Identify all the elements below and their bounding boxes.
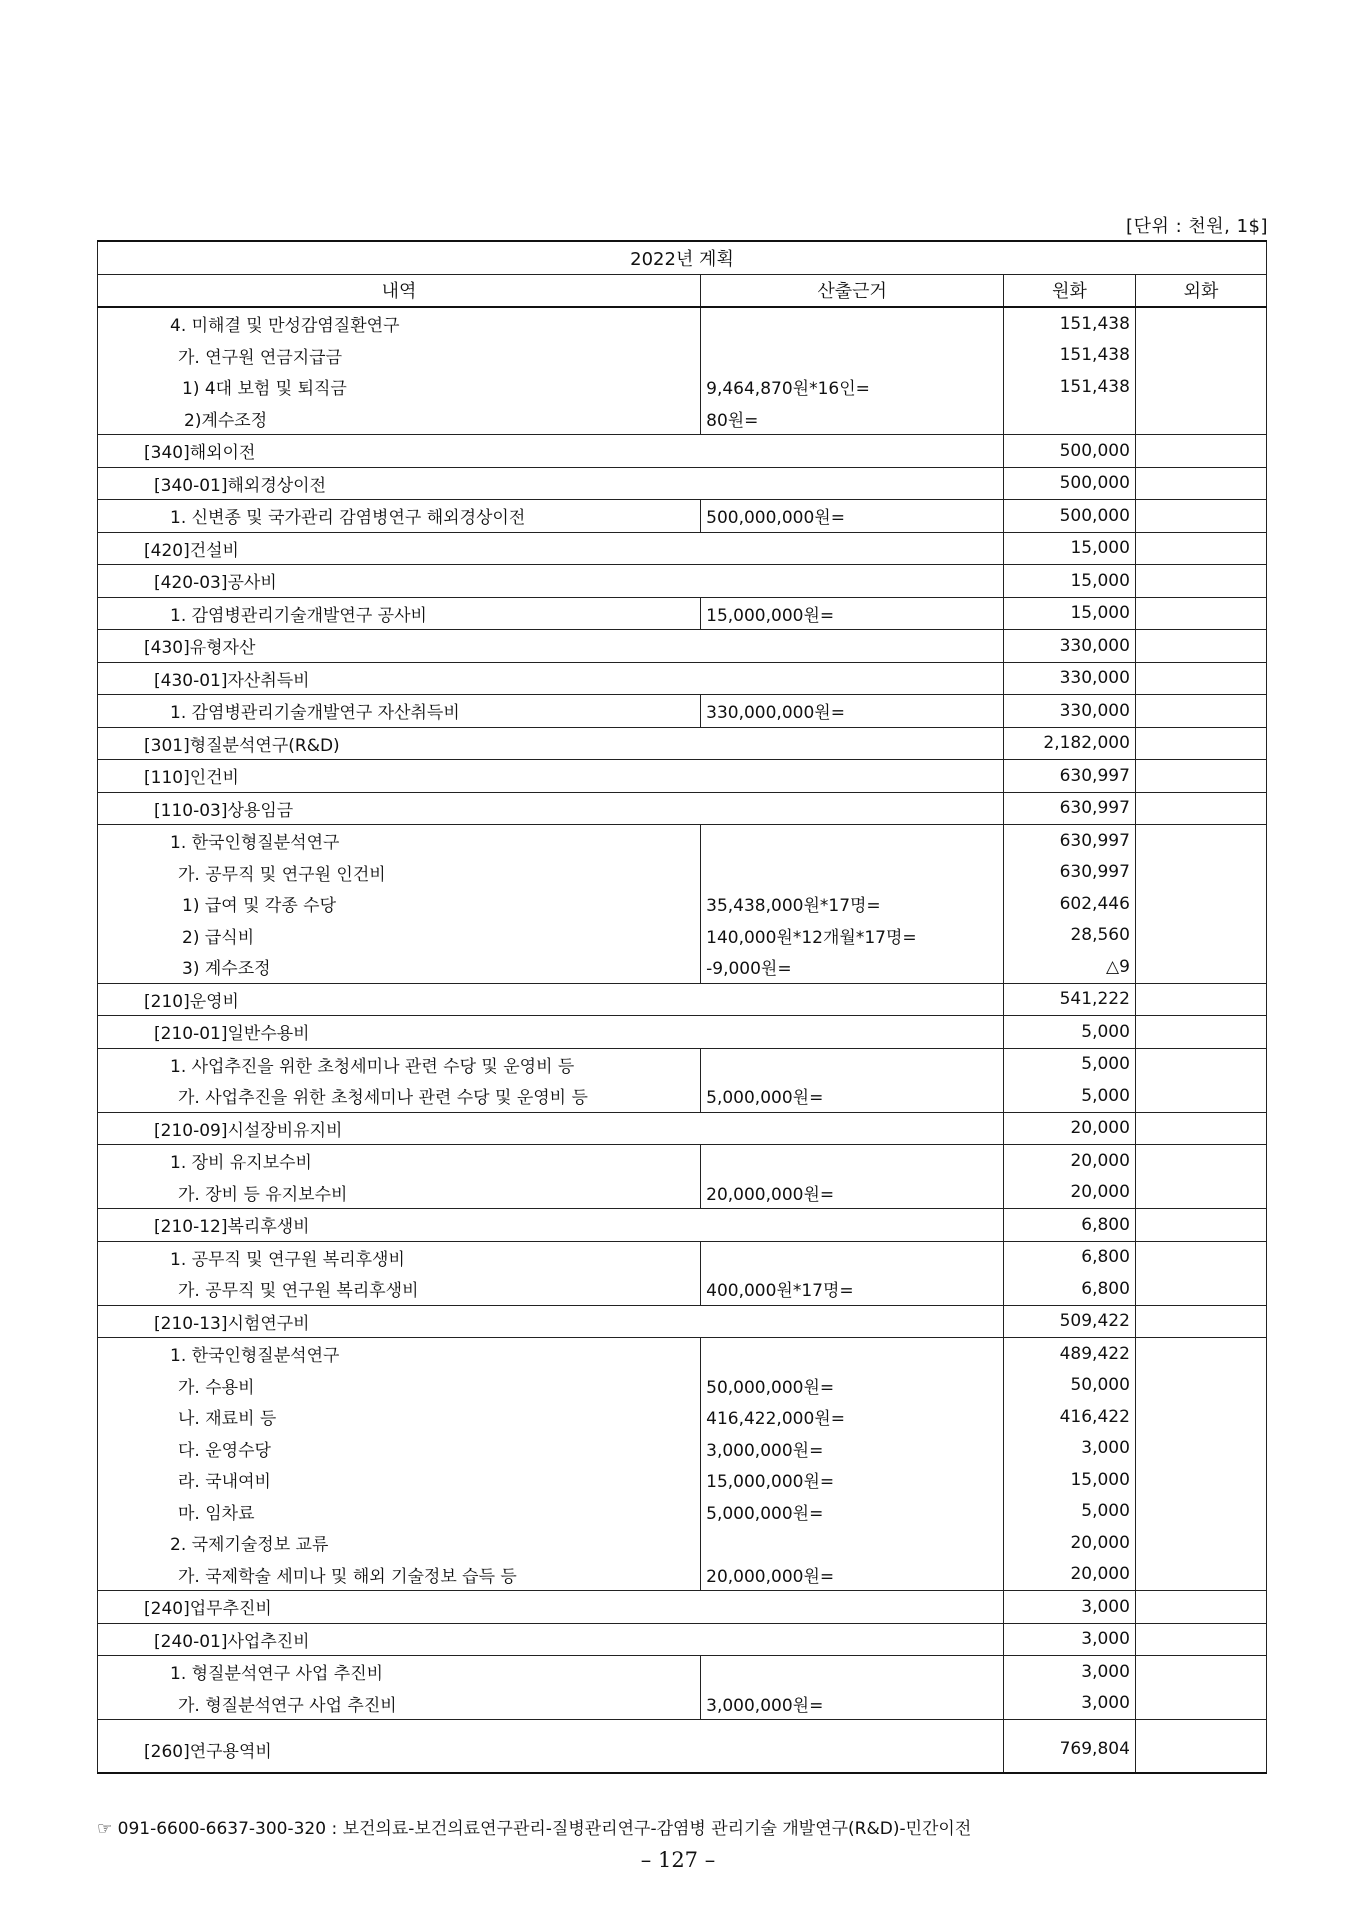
header-fx: 외화 [1135,274,1266,307]
row-fx [1135,371,1266,403]
row-won: 330,000 [1004,662,1136,695]
footnote: ☞ 091-6600-6637-300-320 : 보건의료-보건의료연구관리-질병관리연구-감염병 관리기술 개발연구(R&D)-민간이전 [97,1819,972,1839]
row-won: 5,000 [1004,1080,1136,1112]
unit-note: [단위 : 천원, 1$] [1126,216,1268,237]
table-row [98,1370,1267,1402]
page-number: – 127 – [640,1848,716,1872]
row-won: 416,422 [1004,1401,1136,1433]
row-fx [1135,951,1266,983]
table-row [98,1464,1267,1496]
row-basis [701,340,1004,372]
row-won: 151,438 [1004,371,1136,403]
row-desc: [110-03]상용임금 [98,792,1004,825]
row-desc: 가. 사업추진을 위한 초청세미나 관련 수당 및 운영비 등 [98,1080,701,1112]
row-desc: 1) 급여 및 각종 수당 [98,888,701,920]
row-won: 330,000 [1004,695,1136,728]
row-fx [1135,1496,1266,1528]
row-fx [1135,1048,1266,1080]
row-desc: 나. 재료비 등 [98,1401,701,1433]
row-desc: [210-12]복리후생비 [98,1209,1004,1242]
row-fx [1135,1305,1266,1338]
row-desc: 1) 4대 보험 및 퇴직금 [98,371,701,403]
row-fx [1135,1241,1266,1273]
row-won: 15,000 [1004,597,1136,630]
row-desc: 1. 한국인형질분석연구 [98,1338,701,1370]
row-fx [1135,1726,1266,1773]
row-fx [1135,888,1266,920]
row-won: 5,000 [1004,1016,1136,1049]
table-row [98,920,1267,952]
table-row [98,1527,1267,1559]
row-fx [1135,1112,1266,1145]
row-fx [1135,597,1266,630]
row-fx [1135,760,1266,793]
table-header-row [98,274,1267,307]
row-desc: 가. 공무직 및 연구원 인건비 [98,857,701,889]
table-row [98,307,1267,340]
row-won: 28,560 [1004,920,1136,952]
row-won: 6,800 [1004,1273,1136,1305]
table-row [98,825,1267,857]
row-fx [1135,825,1266,857]
row-won: 330,000 [1004,630,1136,663]
row-basis: 50,000,000원= [701,1370,1004,1402]
row-won: 630,997 [1004,857,1136,889]
row-desc: [210-13]시험연구비 [98,1305,1004,1338]
row-fx [1135,403,1266,435]
row-won: 5,000 [1004,1496,1136,1528]
row-fx [1135,500,1266,533]
row-desc: [420-03]공사비 [98,565,1004,598]
table-row [98,1623,1267,1656]
row-won: 151,438 [1004,340,1136,372]
row-fx [1135,1527,1266,1559]
row-fx [1135,630,1266,663]
row-basis: 3,000,000원= [701,1688,1004,1720]
row-desc: [110]인건비 [98,760,1004,793]
row-desc: 다. 운영수당 [98,1433,701,1465]
row-fx [1135,1401,1266,1433]
row-desc: [430]유형자산 [98,630,1004,663]
table-row [98,403,1267,435]
table-row [98,1338,1267,1370]
row-basis: 500,000,000원= [701,500,1004,533]
table-row [98,565,1267,598]
row-fx [1135,565,1266,598]
row-won: 3,000 [1004,1433,1136,1465]
row-won: 541,222 [1004,983,1136,1016]
row-won: 500,000 [1004,435,1136,468]
table-row [98,630,1267,663]
row-fx [1135,1209,1266,1242]
row-won: 20,000 [1004,1112,1136,1145]
table-row [98,1177,1267,1209]
table-row [98,500,1267,533]
row-won: 489,422 [1004,1338,1136,1370]
table-row [98,1401,1267,1433]
table-row [98,1080,1267,1112]
row-desc: [210-09]시설장비유지비 [98,1112,1004,1145]
row-basis: 140,000원*12개월*17명= [701,920,1004,952]
row-won: 5,000 [1004,1048,1136,1080]
row-desc: 1. 신변종 및 국가관리 감염병연구 해외경상이전 [98,500,701,533]
row-fx [1135,1177,1266,1209]
table-row [98,1048,1267,1080]
row-desc: [340]해외이전 [98,435,1004,468]
table-row [98,1433,1267,1465]
table-row [98,597,1267,630]
table-row [98,1688,1267,1720]
row-basis [701,857,1004,889]
table-row [98,888,1267,920]
row-won: 50,000 [1004,1370,1136,1402]
table-row [98,532,1267,565]
table-row [98,1241,1267,1273]
row-fx [1135,1080,1266,1112]
row-desc: [420]건설비 [98,532,1004,565]
row-desc: 1. 감염병관리기술개발연구 자산취득비 [98,695,701,728]
row-desc: 가. 연구원 연금지급금 [98,340,701,372]
table-row [98,1112,1267,1145]
table-row [98,1591,1267,1624]
row-desc: 가. 수용비 [98,1370,701,1402]
row-desc: 1. 한국인형질분석연구 [98,825,701,857]
row-fx [1135,662,1266,695]
table-row [98,1145,1267,1177]
row-won: 151,438 [1004,307,1136,340]
row-won: 769,804 [1004,1726,1136,1773]
row-fx [1135,1688,1266,1720]
row-basis: 9,464,870원*16인= [701,371,1004,403]
table-row [98,1559,1267,1591]
row-desc: [301]형질분석연구(R&D) [98,727,1004,760]
row-fx [1135,435,1266,468]
row-fx [1135,467,1266,500]
row-basis [701,1241,1004,1273]
row-desc: 4. 미해결 및 만성감염질환연구 [98,307,701,340]
row-basis: 15,000,000원= [701,1464,1004,1496]
table-title-row [98,241,1267,274]
row-desc: 1. 사업추진을 위한 초청세미나 관련 수당 및 운영비 등 [98,1048,701,1080]
row-fx [1135,340,1266,372]
row-basis: 3,000,000원= [701,1433,1004,1465]
row-desc: 2) 급식비 [98,920,701,952]
header-desc: 내역 [98,274,701,307]
row-won: 20,000 [1004,1559,1136,1591]
row-won [1004,403,1136,435]
row-fx [1135,1370,1266,1402]
row-won: 15,000 [1004,532,1136,565]
row-fx [1135,532,1266,565]
row-desc: [430-01]자산취득비 [98,662,1004,695]
row-desc: [340-01]해외경상이전 [98,467,1004,500]
row-won: △9 [1004,951,1136,983]
row-basis: 5,000,000원= [701,1496,1004,1528]
row-fx [1135,857,1266,889]
row-basis [701,1145,1004,1177]
row-basis [701,1338,1004,1370]
table-row [98,792,1267,825]
table-row [98,1656,1267,1688]
row-basis: 15,000,000원= [701,597,1004,630]
table-row [98,1496,1267,1528]
row-won: 20,000 [1004,1177,1136,1209]
row-desc: [240-01]사업추진비 [98,1623,1004,1656]
row-won: 630,997 [1004,825,1136,857]
row-desc: 가. 형질분석연구 사업 추진비 [98,1688,701,1720]
row-desc: 1. 공무직 및 연구원 복리후생비 [98,1241,701,1273]
table-row [98,857,1267,889]
row-fx [1135,695,1266,728]
row-desc: 가. 장비 등 유지보수비 [98,1177,701,1209]
row-fx [1135,1623,1266,1656]
row-won: 20,000 [1004,1145,1136,1177]
table-row [98,435,1267,468]
row-won: 3,000 [1004,1591,1136,1624]
row-won: 15,000 [1004,565,1136,598]
row-basis: -9,000원= [701,951,1004,983]
row-basis: 80원= [701,403,1004,435]
row-fx [1135,307,1266,340]
row-fx [1135,1559,1266,1591]
row-won: 15,000 [1004,1464,1136,1496]
row-won: 3,000 [1004,1688,1136,1720]
table-title: 2022년 계획 [98,241,1267,274]
row-won: 602,446 [1004,888,1136,920]
header-basis: 산출근거 [701,274,1004,307]
row-desc: 1. 형질분석연구 사업 추진비 [98,1656,701,1688]
table-row [98,371,1267,403]
row-fx [1135,983,1266,1016]
row-won: 500,000 [1004,500,1136,533]
row-won: 3,000 [1004,1656,1136,1688]
row-desc: 2)계수조정 [98,403,701,435]
row-fx [1135,1656,1266,1688]
row-fx [1135,1591,1266,1624]
row-fx [1135,792,1266,825]
row-fx [1135,1273,1266,1305]
row-fx [1135,1464,1266,1496]
row-desc: 마. 임차료 [98,1496,701,1528]
row-basis: 20,000,000원= [701,1177,1004,1209]
row-desc: 1. 장비 유지보수비 [98,1145,701,1177]
table-row [98,1305,1267,1338]
table-row [98,1273,1267,1305]
table-row [98,983,1267,1016]
row-desc: 2. 국제기술정보 교류 [98,1527,701,1559]
row-desc: 가. 국제학술 세미나 및 해외 기술정보 습득 등 [98,1559,701,1591]
row-won: 630,997 [1004,760,1136,793]
table-row [98,662,1267,695]
row-won: 630,997 [1004,792,1136,825]
row-won: 2,182,000 [1004,727,1136,760]
row-basis: 5,000,000원= [701,1080,1004,1112]
table-row [98,1016,1267,1049]
row-desc: 1. 감염병관리기술개발연구 공사비 [98,597,701,630]
table-row [98,467,1267,500]
row-won: 20,000 [1004,1527,1136,1559]
row-desc: [210]운영비 [98,983,1004,1016]
table-row [98,340,1267,372]
header-won: 원화 [1004,274,1136,307]
row-basis [701,1527,1004,1559]
row-won: 6,800 [1004,1241,1136,1273]
row-fx [1135,1433,1266,1465]
row-won: 500,000 [1004,467,1136,500]
table-row [98,695,1267,728]
row-fx [1135,1338,1266,1370]
table-row [98,727,1267,760]
row-basis: 416,422,000원= [701,1401,1004,1433]
row-basis: 20,000,000원= [701,1559,1004,1591]
row-desc: 가. 공무직 및 연구원 복리후생비 [98,1273,701,1305]
row-basis: 400,000원*17명= [701,1273,1004,1305]
row-basis: 35,438,000원*17명= [701,888,1004,920]
row-won: 6,800 [1004,1209,1136,1242]
row-desc: [210-01]일반수용비 [98,1016,1004,1049]
table-row [98,760,1267,793]
row-basis [701,307,1004,340]
row-desc: [240]업무추진비 [98,1591,1004,1624]
table-row [98,1726,1267,1773]
row-basis [701,825,1004,857]
row-won: 509,422 [1004,1305,1136,1338]
row-basis: 330,000,000원= [701,695,1004,728]
row-desc: 3) 계수조정 [98,951,701,983]
row-won: 3,000 [1004,1623,1136,1656]
table-row [98,1209,1267,1242]
row-fx [1135,1016,1266,1049]
row-fx [1135,727,1266,760]
row-desc: 라. 국내여비 [98,1464,701,1496]
row-desc: [260]연구용역비 [98,1726,1004,1773]
row-fx [1135,920,1266,952]
table-row [98,951,1267,983]
row-fx [1135,1145,1266,1177]
row-basis [701,1656,1004,1688]
budget-table [97,240,1267,1774]
row-basis [701,1048,1004,1080]
